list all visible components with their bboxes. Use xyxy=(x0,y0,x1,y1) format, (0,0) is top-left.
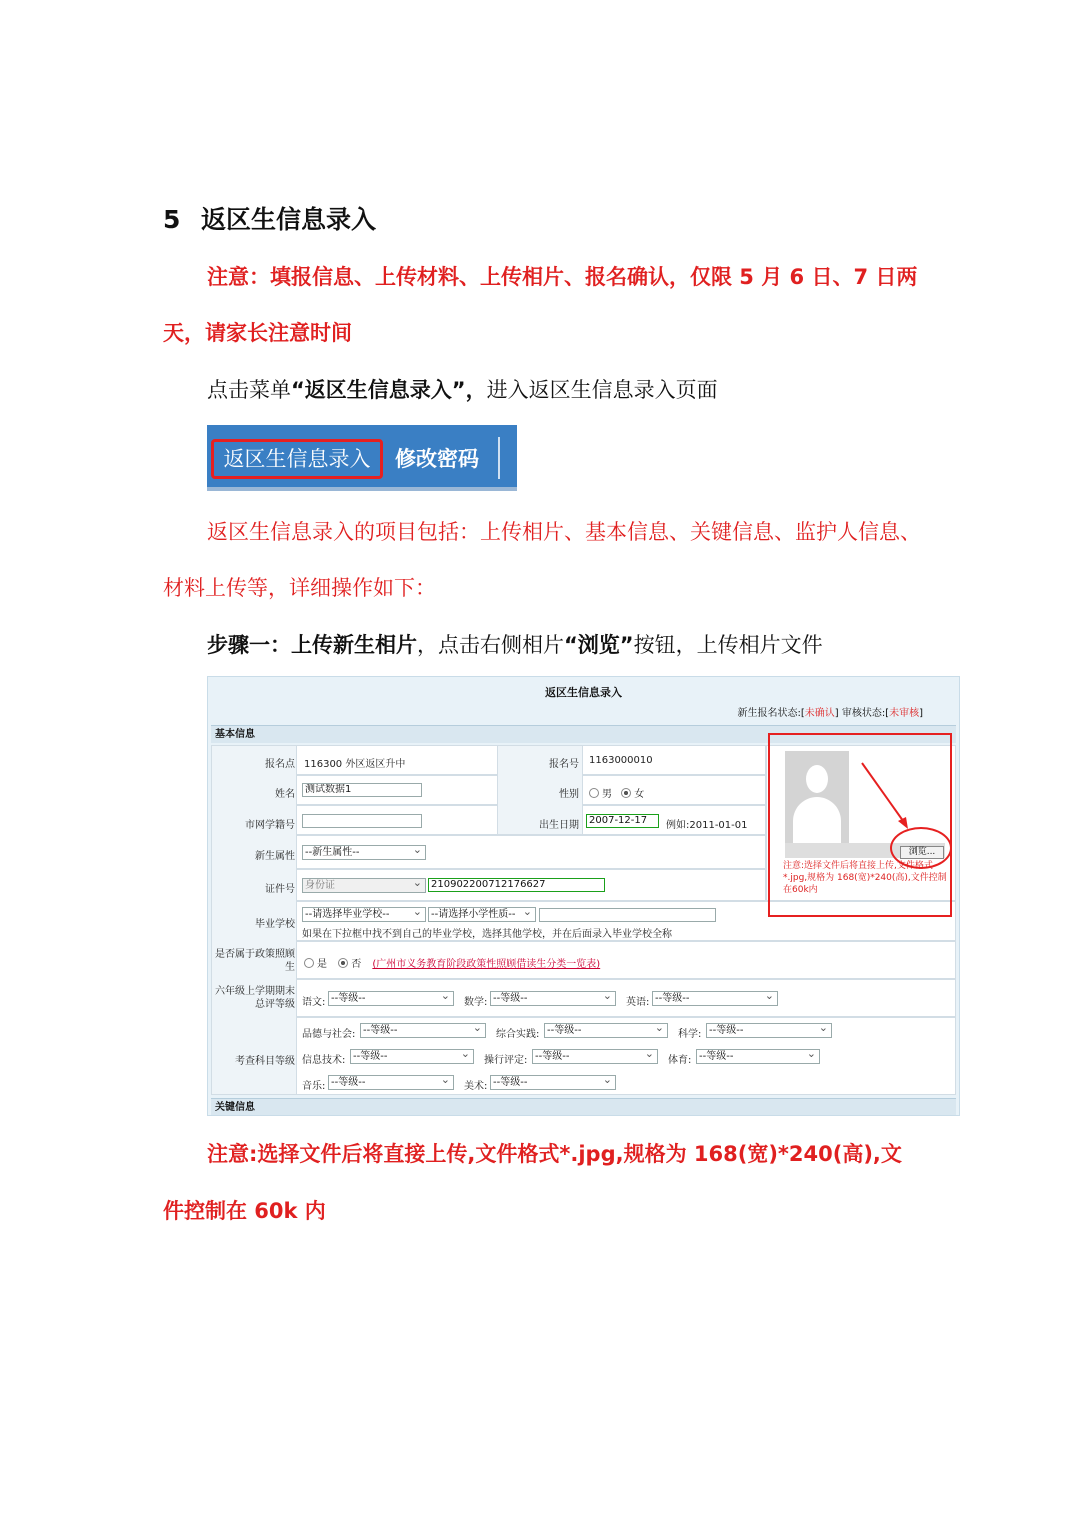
subject-practice-label: 综合实践: xyxy=(496,1029,540,1040)
grade-math-label: 数学: xyxy=(464,997,488,1008)
name-input[interactable]: 测试数据1 xyxy=(302,783,422,797)
section-title: 返区生信息录入 xyxy=(201,205,377,234)
section-number: 5 xyxy=(163,205,181,234)
grade-chinese-label: 语文: xyxy=(302,997,326,1008)
section-key-info: 关键信息 xyxy=(211,1098,956,1116)
status-end: ] xyxy=(919,708,923,719)
label-grade: 六年级上学期期末总评等级 xyxy=(215,986,295,1010)
attr-select[interactable]: --新生属性-- ⌄ xyxy=(302,845,426,860)
step1-quote: “浏览” xyxy=(564,633,634,657)
intro-suffix: 进入返区生信息录入页面 xyxy=(486,378,718,402)
gender-male-radio[interactable] xyxy=(589,788,599,798)
subject-art-select[interactable]: --等级-- ⌄ xyxy=(490,1075,616,1090)
form-screenshot xyxy=(207,676,960,1116)
grade-math-select[interactable]: --等级-- ⌄ xyxy=(490,991,616,1006)
section-basic-info: 基本信息 xyxy=(211,725,956,743)
birth-example: 例如:2011-01-01 xyxy=(666,820,748,831)
gender-female-radio[interactable] xyxy=(621,788,631,798)
birth-date-input[interactable]: 2007-12-17 xyxy=(586,814,659,828)
photo-upload-note: 注意:选择文件后将直接上传,文件格式*.jpg,规格为 168(宽)*240(高),文件控制在60k内 xyxy=(783,861,947,895)
menu-item-return-student-entry[interactable]: 返区生信息录入 xyxy=(211,439,383,479)
policy-yes-radio[interactable] xyxy=(304,958,314,968)
avatar-head-shape xyxy=(806,765,828,793)
status-value-2: 未审核 xyxy=(889,708,920,719)
notice-bottom-line1: 注意:选择文件后将直接上传,文件格式*.jpg,规格为 168(宽)*240(高),文 xyxy=(207,1142,902,1166)
grade-english-select[interactable]: --等级-- ⌄ xyxy=(652,991,778,1006)
policy-yes-label: 是 xyxy=(317,959,327,970)
menu-bar xyxy=(207,425,517,491)
policy-no-label: 否 xyxy=(351,959,362,970)
school-type-select[interactable]: --请选择小学性质-- ⌄ xyxy=(428,907,536,922)
label-cert: 证件号 xyxy=(265,884,295,895)
subject-music-select[interactable]: --等级-- ⌄ xyxy=(328,1075,454,1090)
subject-pe-label: 体育: xyxy=(668,1055,692,1066)
menu-separator xyxy=(498,437,500,479)
step1-tail: 按钮，上传相片文件 xyxy=(633,633,823,657)
label-site: 报名点 xyxy=(265,759,295,770)
section-heading xyxy=(163,200,376,236)
subject-practice-select[interactable]: --等级-- ⌄ xyxy=(544,1023,668,1038)
label-gender: 性别 xyxy=(559,789,579,800)
subject-it-select[interactable]: --等级-- ⌄ xyxy=(350,1049,474,1064)
form-status xyxy=(737,704,923,719)
label-school: 毕业学校 xyxy=(255,919,295,930)
school-select[interactable]: --请选择毕业学校-- ⌄ xyxy=(302,907,426,922)
label-birth: 出生日期 xyxy=(539,820,579,831)
subject-conduct-select[interactable]: --等级-- ⌄ xyxy=(532,1049,658,1064)
grade-english-label: 英语: xyxy=(626,997,650,1008)
city-id-input[interactable] xyxy=(302,814,422,828)
school-name-input[interactable] xyxy=(539,908,716,922)
subject-science-select[interactable]: --等级-- ⌄ xyxy=(706,1023,832,1038)
gender-radios xyxy=(589,785,644,800)
intro-menu-quote: “返区生信息录入”， xyxy=(291,378,487,402)
policy-list-link[interactable]: (广州市义务教育阶段政策性照顾借读生分类一览表) xyxy=(372,959,601,970)
label-name: 姓名 xyxy=(275,789,295,800)
notice-top-line2: 天，请家长注意时间 xyxy=(163,321,352,345)
cert-number-input[interactable]: 210902200712176627 xyxy=(428,878,605,892)
intro-prefix: 点击菜单 xyxy=(207,378,291,402)
subject-music-label: 音乐: xyxy=(302,1081,326,1092)
policy-no-radio[interactable] xyxy=(338,958,348,968)
items-desc-line1: 返区生信息录入的项目包括：上传相片、基本信息、关键信息、监护人信息、 xyxy=(207,520,921,544)
status-label-1: 新生报名状态:[ xyxy=(737,708,805,719)
label-city-id: 市网学籍号 xyxy=(245,820,295,831)
gender-female-label: 女 xyxy=(634,789,645,800)
pointer-arrow-icon xyxy=(858,761,912,831)
label-attr: 新生属性 xyxy=(255,851,295,862)
gender-male-label: 男 xyxy=(602,789,612,800)
status-label-2: ] 审核状态:[ xyxy=(834,708,890,719)
grade-chinese-select[interactable]: --等级-- ⌄ xyxy=(328,991,454,1006)
step1-label: 步骤一：上传新生相片 xyxy=(207,633,417,657)
subject-science-label: 科学: xyxy=(678,1029,702,1040)
notice-top-line1: 注意：填报信息、上传材料、上传相片、报名确认，仅限 5 月 6 日、7 日两 xyxy=(207,265,918,289)
subject-pe-select[interactable]: --等级-- ⌄ xyxy=(696,1049,820,1064)
status-value-1: 未确认 xyxy=(804,708,835,719)
policy-radios xyxy=(304,955,600,970)
label-subjects: 考查科目等级 xyxy=(235,1056,295,1067)
avatar-body-shape xyxy=(793,797,841,843)
photo-placeholder xyxy=(785,751,849,843)
step1-paragraph xyxy=(207,629,823,659)
subject-conduct-label: 操行评定: xyxy=(484,1055,528,1066)
step1-mid: ，点击右侧相片 xyxy=(417,633,564,657)
items-desc-line2: 材料上传等，详细操作如下： xyxy=(163,576,436,600)
cert-type-select[interactable]: 身份证 ⌄ xyxy=(302,878,426,893)
subject-it-label: 信息技术: xyxy=(302,1055,346,1066)
notice-bottom-line2: 件控制在 60k 内 xyxy=(163,1199,326,1223)
intro-paragraph xyxy=(207,374,718,404)
form-title: 返区生信息录入 xyxy=(545,686,622,699)
photo-upload-box xyxy=(768,733,952,917)
label-reg-no: 报名号 xyxy=(549,759,579,770)
subject-morality-label: 品德与社会: xyxy=(302,1029,356,1040)
label-policy: 是否属于政策照顾生 xyxy=(215,949,295,973)
subject-art-label: 美术: xyxy=(464,1081,488,1092)
value-site: 116300 外区返区升中 xyxy=(304,759,406,770)
subject-morality-select[interactable]: --等级-- ⌄ xyxy=(360,1023,486,1038)
school-hint: 如果在下拉框中找不到自己的毕业学校，选择其他学校，并在后面录入毕业学校全称 xyxy=(302,929,672,940)
menu-item-change-password[interactable]: 修改密码 xyxy=(395,447,479,471)
value-reg-no: 1163000010 xyxy=(589,755,653,766)
browse-button[interactable]: 浏览... xyxy=(900,846,944,859)
